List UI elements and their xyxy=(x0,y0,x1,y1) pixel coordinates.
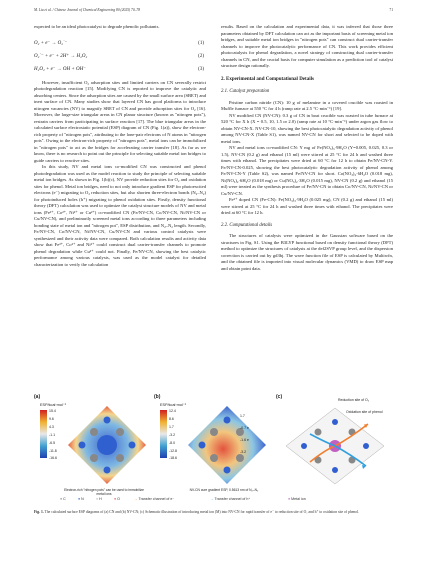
journal-citation: M. Liu et al. / Chinese Journal of Chemical Engineering 80 (2025) 70–78 xyxy=(34,8,141,12)
scale-value: 1.7 xyxy=(169,425,174,429)
legend-item: ● O xyxy=(114,497,120,501)
esp-color-scale xyxy=(160,410,167,458)
page-number: 71 xyxy=(389,8,393,12)
legend-item: ● Metal ion xyxy=(288,497,306,501)
right-column xyxy=(221,24,393,272)
panel-label: (a) xyxy=(34,394,41,400)
body-paragraph: Pristine carbon nitride (CN): 10 g of melamine in a covered crucible was roasted in Muffle furnace at 550 °C for 4 h (ramp rate at 2.5 °C·min⁻¹) [19]. xyxy=(221,99,393,111)
body-paragraph: In this study, NV and metal ions co-modified CN was constructed and phenol photodegradation was used as the model reaction to study the principle of selecting suitable metal ion bridges. As shown in Fig. 1(b)(c), NV provide reduction sites for O₂ and oxidation sites for phenol. Metal ion bridges, need to not only introduce gradient ESP for photoexcited electrons (e⁻) migrating to O₂ reduction sites, but also shorten three-electron bonds (N₂–N₂) for photoinduced holes (h⁺) migrating to phenol oxidation sites. Firstly, density functional theory (DFT) calculation was used to optimize the catalyst structure models of NV and metal ions (Fe³⁺, Co²⁺, Ni²⁺ or Cu²⁺) co-modified CN (Fe/NV-CN, Co/NV-CN, Ni/NV-CN or Cu/NV-CN), and preliminarily screened metal ions according to three parameters including bonding state of metal ion and "nitrogen pot", ESP distribution, and N₂–N₂ length. Secondly, Fe/NV-CN, Co/NV-CN, Ni/NV-CN, Cu/NV-CN and various control catalysts were synthesized and their activity data were compared. Both calculation results and activity data show that Fe³⁺, Co²⁺ and Ni²⁺ could construct dual carrier-transfer channels to promote phenol degradation while Cu²⁺ could not. Finally, Fe/NV-CN, showing the best catalytic performance among various catalysts, was used as the model catalyst for detailed characterization to verify the calculation xyxy=(34,164,206,267)
scale-value: -16.6 xyxy=(49,456,57,460)
equation-3 xyxy=(34,63,206,76)
site-label: Oxidation site of phenol xyxy=(346,410,383,414)
body-paragraph: NV and metal ions co-modified CN: Y mg of Fe(NO₃)₃·9H₂O (Y=0.005, 0.025, 0.3 or 1.5), NV-CN (0.2 g) and ethanol (15 ml) were stirred at 25 °C for 24 h and washed three times with ethanol. The precipitates were dried at 60 °C for 12 h to obtain Fe/NV-CN-Y. Fe/NV-CN-0.025, showing the best photocatalytic degradation activity of phenol among Fe/NV-CN-Y (Table S2), was named Fe/NV-CN for short. Co(NO₃)₂·6H₂O (0.018 mg), Ni(NO₃)₂·6H₂O (0.018 mg) or Cu(NO₃)₂·3H₂O (0.015 mg), NV-CN (0.2 g) and ethanol (15 ml) were treated as the synthesis procedure of Fe/NV-CN to obtain Co/NV-CN, Ni/NV-CN or Cu/NV-CN. xyxy=(221,145,393,196)
legend-item: ● C xyxy=(60,497,66,501)
subsection-heading: 2.2. Computational details xyxy=(221,222,273,228)
esp-map-cn xyxy=(64,402,150,488)
panel-a xyxy=(34,394,152,494)
equation-expr: O₂˙⁻ + e⁻ + 2H⁺ → H₂O₂ xyxy=(34,53,88,59)
scale-value: 15.4 xyxy=(49,409,56,413)
figure-1 xyxy=(34,394,393,506)
scale-value: -18.6 xyxy=(169,456,177,460)
body-paragraph: However, insufficient O₂ adsorption sites and limited carriers on CN severally restrict photodegradation reaction [15]. Modifying CN is reported to improve the catalytic and absorbing centers. Since the adsorption sites are caused by the small surface area (SBET) and inert surface of CN. Many studies show that layered CN has good platforms to introduce nitrogen vacancies (NV) to magnify SBET of CN and provide adsorption sites for O₂ [16]. Moreover, the large-size triangular areas in CN planar structure (known as "nitrogen pots"), restrain carriers from participating in surface reaction [17]. The blue triangular areas in the calculated surface electrostatic potential (ESP) diagram of CN (Fig. 1(a)), show the electron-rich property of "nitrogen pots", attributing to the lone-pair electrons of N atoms in "nitrogen pots". Owing to the electron-rich property of "nitrogen pots", metal ions can be immobilized in "nitrogen pots" to act as the bridges for accelerating carrier transfer [18]. As far as we know, there is no research to point out the principle for selecting suitable metal ion bridges to guide carriers to reactive sites. xyxy=(34,79,206,163)
left-column xyxy=(34,24,206,268)
scale-value: -1.1 xyxy=(49,433,56,437)
equation-number: (3) xyxy=(198,66,204,72)
esp-mark: -1.6 e xyxy=(240,438,249,442)
panel-label: (c) xyxy=(276,394,283,400)
subsection-heading: 2.1. Catalyst preparation xyxy=(221,89,270,94)
site-label: Reduction site of O₂ xyxy=(338,398,370,402)
panel-c xyxy=(276,394,393,494)
caption-text: The calculated surface ESP diagrams of (a) CN and (b) NV-CN; (c) Schematic illustration of introducing metal ion (M) into NV-CN for rapid transfer of e⁻ to reduction site of O₂ and h⁺ to oxidation site of phenol. xyxy=(43,510,360,514)
esp-mark: 1.7 xyxy=(240,414,245,418)
panel-b xyxy=(154,394,272,494)
scale-value: -11.8 xyxy=(49,449,57,453)
section-heading: 2. Experimental and Computational Details xyxy=(221,76,314,82)
esp-scale-title: ESP/kcal·mol⁻¹ xyxy=(160,403,187,407)
esp-map-nv-cn xyxy=(184,402,270,488)
page-header xyxy=(34,8,393,12)
esp-scale-title: ESP/kcal·mol⁻¹ xyxy=(40,403,67,407)
equation-2 xyxy=(34,50,206,63)
legend-item: → Transfer channel of h⁺ xyxy=(210,497,251,501)
scale-value: 12.4 xyxy=(169,409,176,413)
esp-mark: -0.7 e xyxy=(240,426,249,430)
intro-paragraph: expected to be an ideal photocatalyst to degrade phenolic pollutants. xyxy=(34,24,160,29)
caption-label: Fig. 1. xyxy=(34,510,44,514)
equation-1 xyxy=(34,37,206,50)
legend-item: ● N xyxy=(78,497,84,501)
body-paragraph: Fe³⁺ doped CN (Fe-CN): Fe(NO₃)₃·9H₂O (0.025 mg), CN (0.2 g) and ethanol (15 ml) were stirred at 25 °C for 24 h and washed three times with ethanol. The precipitates were dried at 60 °C for 12 h. xyxy=(221,197,393,215)
esp-mark: -3.2 xyxy=(240,450,247,454)
scale-value: -12.8 xyxy=(169,449,177,453)
equation-number: (2) xyxy=(198,53,204,59)
scale-value: -6.5 xyxy=(49,441,56,445)
scale-value: 8.6 xyxy=(169,417,174,421)
esp-color-scale xyxy=(40,410,47,458)
scale-value: 4.3 xyxy=(49,425,54,429)
equation-expr: O₂ + e⁻ → O₂˙⁻ xyxy=(34,40,68,46)
equation-expr: H₂O₂ + e⁻ → OH + OH⁻ xyxy=(34,66,86,72)
legend-item: ● H xyxy=(96,497,102,501)
legend-item: → Transfer channel of e⁻ xyxy=(134,497,175,501)
body-paragraph: NV modified CN (NV-CN): 0.3 g of CN in boat crucible was roasted in tube furnace at 520 °C for X h (X = 0.5, 10, 1.5 or 2.0) (ramp rate at 10 °C·min⁻¹) under argon gas flow to obtain NV-CN-X. NV-CN-10, showing the best photocatalytic degradation activity of phenol among NV-CN-X (Table S1), was named NV-CN for short and selected to be doped with metal ions. xyxy=(221,112,393,144)
figure-caption xyxy=(34,510,393,515)
scale-value: -8.0 xyxy=(169,441,176,445)
equation-number: (1) xyxy=(198,40,204,46)
panel-annotation: NV-CN cure gradient ESP, 0.5613 nm of N₂–N₂ xyxy=(189,488,259,492)
schematic-metal-ion-channels xyxy=(280,402,390,488)
figure-legend xyxy=(60,495,380,504)
body-paragraph: results. Based on the calculation and experimental data, it was inferred that those three parameters obtained by DFT calculation can act as the important basis of screening metal ion bridges, and suitable metal ion bridges in "nitrogen pots" can construct dual carrier-transfer channels to improve the photocatalytic performance of CN. This work provides efficient photocatalysts for phenol degradation, a novel strategy of constructing dual carrier-transfer channels in CN, and the crucial basis for computer simulation as a prediction tool of catalyst structure design rationally. xyxy=(221,24,393,68)
scale-value: -3.2 xyxy=(169,433,176,437)
panel-annotation: Electron-rich "nitrogen pots" can be used to immobilize metal ions xyxy=(64,488,144,496)
panel-label: (b) xyxy=(154,394,161,400)
body-paragraph: The structures of catalysts were optimized in the Gaussian software based on the structures in Fig. S1. Using the B3LYP functional based on density functional theory (DFT) method to optimize the structures of catalysts at the def2SVP group level, and the dispersion correction is carried out by gd3bj. The wave function file of ESP is calculated by Multiwfn, and the obtained file is imported into visual molecular dynamics (VMD) to draw ESP map and obtain point data. xyxy=(221,233,393,271)
scale-value: 9.6 xyxy=(49,417,54,421)
